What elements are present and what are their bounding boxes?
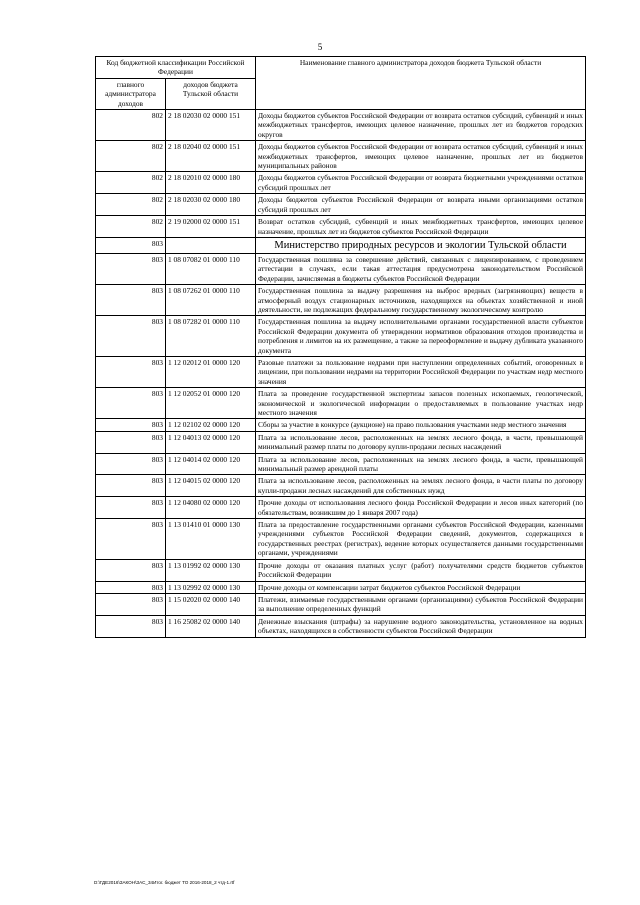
table-row [96, 172, 586, 194]
table-row [96, 593, 586, 615]
ministry-name-cell: Министерство природных ресурсов и экологии Тульской области [256, 237, 586, 253]
revenue-code-cell: 2 18 02030 02 0000 151 [166, 110, 256, 141]
table-row [96, 285, 586, 316]
admin-code-cell: 802 [96, 110, 166, 141]
admin-code-cell: 803 [96, 497, 166, 519]
revenue-code-cell: 2 19 02000 02 0000 151 [166, 216, 256, 238]
admin-code-cell: 802 [96, 172, 166, 194]
admin-code-cell: 803 [96, 419, 166, 431]
revenue-code-cell [166, 237, 256, 253]
table-row [96, 519, 586, 560]
revenue-name-cell: Плата за предоставление государственными органами субъектов Российской Федерации, казенными учреждениями субъектов Российской Федерации сведений, документов, содержащихся в государственных реестрах (регистрах), ведение которых осуществляется данными государственными органами, учреждениями [256, 519, 586, 560]
revenue-code-cell: 1 08 07082 01 0000 110 [166, 253, 256, 284]
admin-code-cell: 803 [96, 431, 166, 453]
admin-code-cell: 802 [96, 216, 166, 238]
revenue-name-cell: Доходы бюджетов субъектов Российской Федерации от возврата бюджетными учреждениями остатков субсидий прошлых лет [256, 172, 586, 194]
revenue-name-cell: Доходы бюджетов субъектов Российской Федерации от возврата остатков субсидий, субвенций и иных межбюджетных трансфертов, имеющих целевое назначение, прошлых лет из бюджетов муниципальных районов [256, 141, 586, 172]
revenue-code-cell: 1 13 02992 02 0000 130 [166, 581, 256, 593]
table-row [96, 253, 586, 284]
table-row [96, 316, 586, 357]
revenue-name-cell: Доходы бюджетов субъектов Российской Федерации от возврата иными организациями остатков субсидий прошлых лет [256, 194, 586, 216]
revenue-name-cell: Плата за использование лесов, расположенных на землях лесного фонда, в части, превышающей минимальный размер платы по договору купли-продажи лесных насаждений [256, 431, 586, 453]
table-row [96, 110, 586, 141]
revenue-code-cell: 2 18 02030 02 0000 180 [166, 194, 256, 216]
revenue-name-cell: Государственная пошлина за совершение действий, связанных с лицензированием, с проведением аттестации в случаях, если такая аттестация предусмотрена законодательством Российской Федерации, зачисляемая в бюджеты субъектов Российской Федерации [256, 253, 586, 284]
admin-code-cell: 803 [96, 581, 166, 593]
table-row [96, 559, 586, 581]
table-row [96, 475, 586, 497]
revenue-code-cell: 1 12 04015 02 0000 120 [166, 475, 256, 497]
table-row [96, 453, 586, 475]
admin-code-cell: 803 [96, 453, 166, 475]
table-row [96, 581, 586, 593]
admin-code-cell: 803 [96, 285, 166, 316]
revenue-code-cell: 1 12 02012 01 0000 120 [166, 356, 256, 387]
revenue-code-cell: 1 12 04014 02 0000 120 [166, 453, 256, 475]
header-admin-code: главного администратора доходов [96, 78, 166, 109]
revenue-name-cell: Плата за использование лесов, расположенных на землях лесного фонда, в части, превышающей минимальный размер арендной платы [256, 453, 586, 475]
table-row [96, 141, 586, 172]
revenue-name-cell: Государственная пошлина за выдачу исполнительными органами государственной власти субъектов Российской Федерации документа об утверждении нормативов образования отходов производства и потребления и лимитов на их размещение, а также за переоформление и выдачу дубликата указанного документа [256, 316, 586, 357]
table-row [96, 419, 586, 431]
revenue-code-cell: 1 12 02102 02 0000 120 [166, 419, 256, 431]
table-body [96, 110, 586, 638]
revenue-name-cell: Прочие доходы от компенсации затрат бюджетов субъектов Российской Федерации [256, 581, 586, 593]
footer-file-path: D:\ГДЕ2016\ЗАКОН\ЗАС_34Итог. бюджет ТО 2016-2018_2 чтд-1.rtf [94, 880, 235, 885]
revenue-name-cell: Платежи, взимаемые государственными органами (организациями) субъектов Российской Федерации за выполнение определенных функций [256, 593, 586, 615]
revenue-administrators-table [95, 56, 586, 638]
header-admin-name: Наименование главного администратора доходов бюджета Тульской области [256, 57, 586, 110]
revenue-name-cell: Государственная пошлина за выдачу разрешения на выброс вредных (загрязняющих) веществ в атмосферный воздух стационарных источников, находящихся на объектах хозяйственной и иной деятельности, не подлежащих федеральному государственному экологическому контролю [256, 285, 586, 316]
table-header-row [96, 57, 586, 79]
revenue-name-cell: Прочие доходы от оказания платных услуг (работ) получателями средств бюджетов субъектов Российской Федерации [256, 559, 586, 581]
revenue-code-cell: 1 08 07282 01 0000 110 [166, 316, 256, 357]
table-row [96, 497, 586, 519]
admin-code-cell: 803 [96, 475, 166, 497]
admin-code-cell: 802 [96, 194, 166, 216]
revenue-code-cell: 1 16 25082 02 0000 140 [166, 615, 256, 637]
revenue-code-cell: 1 12 04080 02 0000 120 [166, 497, 256, 519]
admin-code-cell: 803 [96, 593, 166, 615]
table-row [96, 356, 586, 387]
revenue-code-cell: 2 18 02010 02 0000 180 [166, 172, 256, 194]
revenue-code-cell: 1 13 01410 01 0000 130 [166, 519, 256, 560]
table-row [96, 431, 586, 453]
admin-code-cell: 803 [96, 316, 166, 357]
admin-code-cell: 803 [96, 237, 166, 253]
revenue-name-cell: Плата за использование лесов, расположенных на землях лесного фонда, в части платы по договору купли-продажи лесных насаждений для собственных нужд [256, 475, 586, 497]
revenue-name-cell: Денежные взыскания (штрафы) за нарушение водного законодательства, установленное на водных объектах, находящихся в собственности субъектов Российской Федерации [256, 615, 586, 637]
revenue-name-cell: Разовые платежи за пользование недрами при наступлении определенных событий, оговоренных в лицензии, при пользовании недрами на территории Российской Федерации по участкам недр местного значения [256, 356, 586, 387]
revenue-name-cell: Доходы бюджетов субъектов Российской Федерации от возврата остатков субсидий, субвенций и иных межбюджетных трансфертов, имеющих целевое назначение, прошлых лет из бюджетов городских округов [256, 110, 586, 141]
admin-code-cell: 803 [96, 519, 166, 560]
page-number: 5 [317, 42, 323, 52]
revenue-code-cell: 1 13 01992 02 0000 130 [166, 559, 256, 581]
revenue-code-cell: 2 18 02040 02 0000 151 [166, 141, 256, 172]
revenue-name-cell: Сборы за участие в конкурсе (аукционе) на право пользования участками недр местного значения [256, 419, 586, 431]
admin-code-cell: 803 [96, 388, 166, 419]
table-row [96, 194, 586, 216]
revenue-name-cell: Возврат остатков субсидий, субвенций и иных межбюджетных трансфертов, имеющих целевое назначение, прошлых лет из бюджетов субъектов Российской Федерации [256, 216, 586, 238]
revenue-code-cell: 1 12 04013 02 0000 120 [166, 431, 256, 453]
revenue-code-cell: 1 08 07262 01 0000 110 [166, 285, 256, 316]
table-row [96, 388, 586, 419]
revenue-name-cell: Плата за проведение государственной экспертизы запасов полезных ископаемых, геологической, экономической и экологической информации о предоставляемых в пользование участках недр местного значения [256, 388, 586, 419]
revenue-code-cell: 1 15 02020 02 0000 140 [166, 593, 256, 615]
revenue-name-cell: Прочие доходы от использования лесного фонда Российской Федерации и лесов иных категорий (по обязательствам, возникшим до 1 января 2007 года) [256, 497, 586, 519]
admin-code-cell: 803 [96, 615, 166, 637]
admin-code-cell: 803 [96, 559, 166, 581]
table-row [96, 615, 586, 637]
header-revenue-code: доходов бюджета Тульской области [166, 78, 256, 109]
header-code-group: Код бюджетной классификации Российской Федерации [96, 57, 256, 79]
admin-code-cell: 803 [96, 253, 166, 284]
table-row [96, 237, 586, 253]
admin-code-cell: 802 [96, 141, 166, 172]
admin-code-cell: 803 [96, 356, 166, 387]
revenue-code-cell: 1 12 02052 01 0000 120 [166, 388, 256, 419]
table-row [96, 216, 586, 238]
